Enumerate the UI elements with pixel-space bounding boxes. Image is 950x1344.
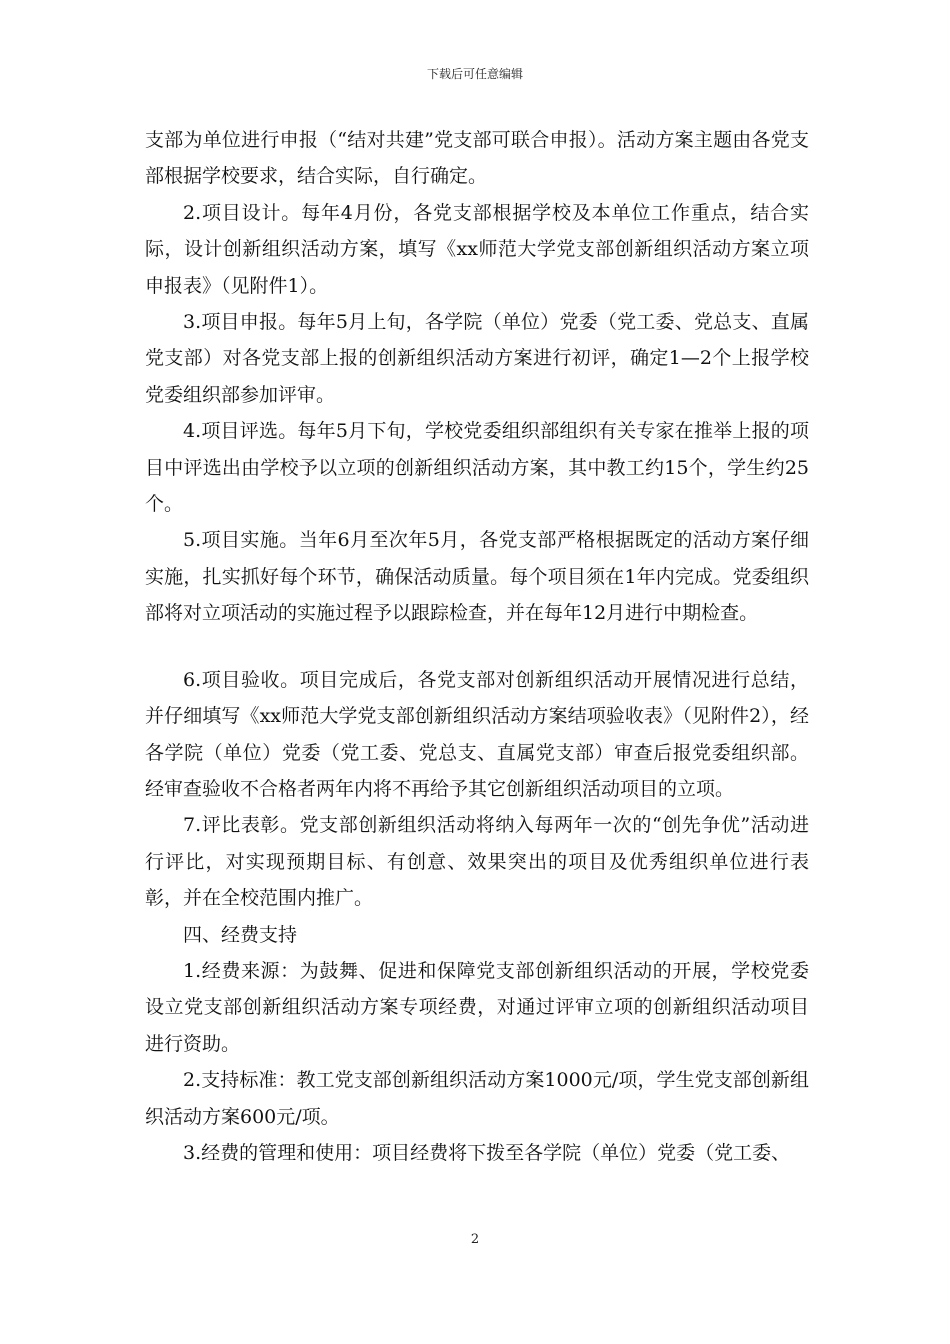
paragraph-project-implementation: 5.项目实施。当年6月至次年5月，各党支部严格根据既定的活动方案仔细实施，扎实抓好每个环节，确保活动质量。每个项目须在1年内完成。党委组织部将对立项活动的实施过程予以跟踪检查，并在每年12月进行中期检查。 [145, 529, 809, 625]
paragraph-commendation: 7.评比表彰。党支部创新组织活动将纳入每两年一次的“创先争优”活动进行评比，对实现预期目标、有创意、效果突出的项目及优秀组织单位进行表彰，并在全校范围内推广。 [145, 814, 809, 910]
paragraph-project-acceptance: 6.项目验收。项目完成后，各党支部对创新组织活动开展情况进行总结，并仔细填写《xx师范大学党支部创新组织活动方案结项验收表》（见附件2），经各学院（单位）党委（党工委、党总支、直属党支部）审查后报党委组织部。经审查验收不合格者两年内将不再给予其它创新组织活动项目的立项。 [145, 668, 809, 800]
paragraph-funding-management: 3.经费的管理和使用：项目经费将下拨至各学院（单位）党委（党工委、 [183, 1141, 791, 1164]
paragraph-project-design: 2.项目设计。每年4月份，各党支部根据学校及本单位工作重点，结合实际，设计创新组织活动方案，填写《xx师范大学党支部创新组织活动方案立项申报表》（见附件1）。 [145, 201, 809, 297]
paragraph-continuation: 支部为单位进行申报（“结对共建”党支部可联合申报）。活动方案主题由各党支部根据学校要求，结合实际，自行确定。 [145, 129, 809, 188]
paragraph-project-application: 3.项目申报。每年5月上旬，各学院（单位）党委（党工委、党总支、直属党支部）对各党支部上报的创新组织活动方案进行初评，确定1—2个上报学校党委组织部参加评审。 [145, 311, 809, 406]
section-heading-funding: 四、经费支持 [183, 923, 298, 946]
page-number: 2 [470, 1232, 480, 1247]
page-header: 下载后可任意编辑 [426, 67, 523, 81]
paragraph-funding-standard: 2.支持标准：教工党支部创新组织活动方案1000元/项，学生党支部创新组织活动方案600元/项。 [145, 1069, 809, 1128]
paragraph-funding-source: 1.经费来源：为鼓舞、促进和保障党支部创新组织活动的开展，学校党委设立党支部创新组织活动方案专项经费，对通过评审立项的创新组织活动项目进行资助。 [145, 959, 809, 1055]
paragraph-project-selection: 4.项目评选。每年5月下旬，学校党委组织部组织有关专家在推举上报的项目中评选出由学校予以立项的创新组织活动方案，其中教工约15个，学生约25个。 [145, 420, 809, 516]
document-body [145, 122, 809, 1171]
